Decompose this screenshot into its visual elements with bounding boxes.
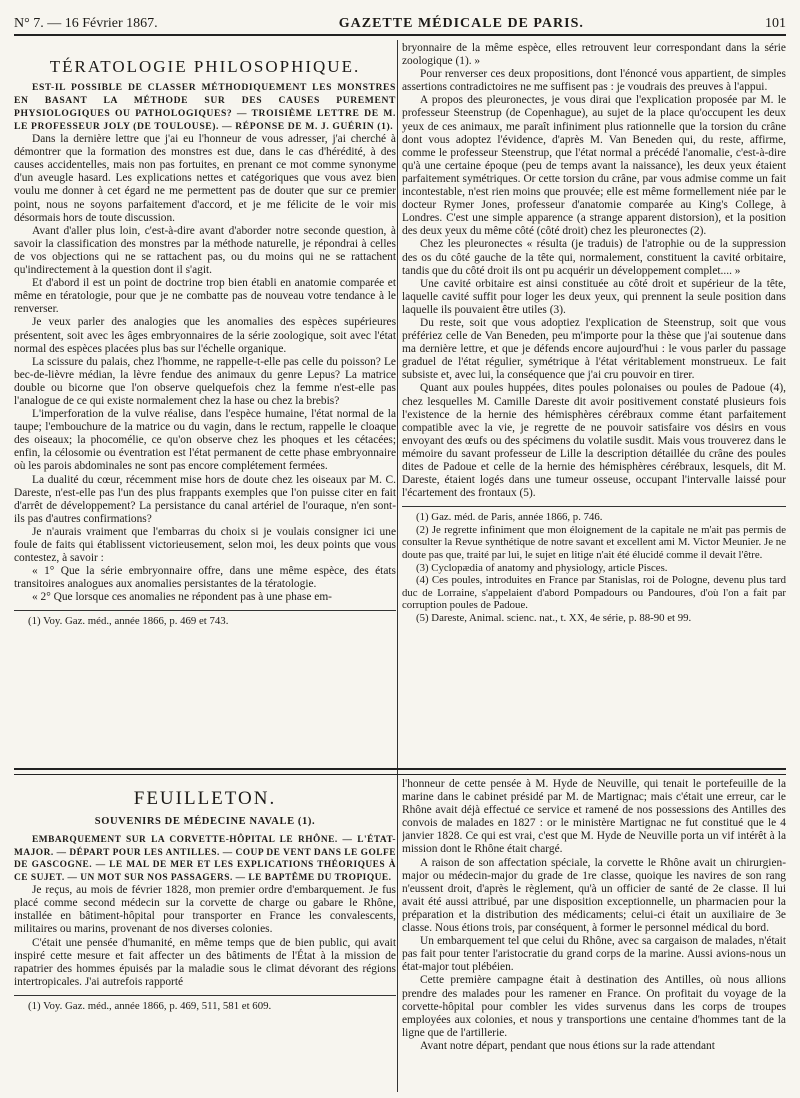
article-paragraph: Chez les pleuronectes « résulta (je traduis) de l'atrophie ou de la suppression des os du côté gauche de la tête qui, normalement, constituent la cavité orbitaire, tandis que du côté droit ils ont pu acquérir un développement complet.... » bbox=[402, 238, 786, 277]
footnotes bbox=[14, 1000, 396, 1013]
article-paragraph: Quant aux poules huppées, dites poules polonaises ou poules de Padoue (4), chez lesquelles M. Camille Dareste dit avoir positivement constaté plusieurs fois l'existence de la hernie des hémisphères cérébraux comme étant parfaitement compatible avec la vie, je regrette de ne pouvoir satisfaire vos désirs en vous envoyant des œufs ou des spécimens du volatile susdit. Mais vous trouverez dans le mémoire du savant professeur de Lille la description détaillée du crâne des poules dites de Padoue et celle de la hernie des hémisphères cérébraux, lesquels, dit M. Dareste, étaient logés dans une tumeur osseuse, occupant l'intervalle laissé pour l'écartement des frontaux (5). bbox=[402, 382, 786, 500]
footnote: (5) Dareste, Animal. scienc. nat., t. XX, 4e série, p. 88-90 et 99. bbox=[416, 612, 692, 625]
feuilleton-left-column bbox=[14, 778, 396, 1092]
footnotes bbox=[402, 511, 786, 624]
feuilleton-paragraph: l'honneur de cette pensée à M. Hyde de Neuville, qui tenait le portefeuille de la marine dans le cabinet présidé par M. de Martignac; mais c'était une erreur, car le Rhône avait déjà effectué ce service et ramené de nos possessions des Antilles des convois de malades en 1827 : or le ministère Martignac ne fut constitué que le 4 janvier 1828. Ce qui est vrai, c'est que M. Hyde de Neuville porta un vif intérêt à la mission dont le Rhône était chargé. bbox=[402, 778, 786, 856]
feuilleton-subtitle: SOUVENIRS DE MÉDECINE NAVALE (1). bbox=[94, 816, 316, 828]
article-paragraph: A propos des pleuronectes, je vous dirai que l'explication proposée par M. le professeur Steenstrup (de Copenhague), au sujet de la place qu'occupent les deux yeux de ces animaux, me paraît infiniment plus rationnelle que la torsion du crâne dont vous adoptez l'évidence, d'après M. Van Beneden qui, du reste, affirme, comme le professeur Steenstrup, que l'état normal a précédé l'anomalie, c'est-à-dire qu'à une certaine époque (peu de temps avant la naissance), les deux yeux étaient parfaitement symétriques. Or cette torsion du crâne, par vous admise comme un fait incontestable, n'est rien moins que prouvée; elle est même formellement niée par le docteur Rymer Jones, professeur d'anatomie comparée au King's College, à Londres. C'est une simple apparence (a strange apparent distorsion), et la position des deux yeux du même côté (côté droit) chez les pleuronectes (2). bbox=[402, 94, 786, 238]
article-left-column bbox=[14, 42, 396, 737]
article-paragraph: « 1° Que la série embryonnaire offre, dans une même espèce, des états transitoires analogues aux anomalies persistantes de la tératologie. bbox=[14, 565, 396, 591]
feuilleton-paragraph: Un embarquement tel que celui du Rhône, avec sa cargaison de malades, n'était pas fait pour tenter l'aristocratie du grand corps de la marine. Aussi avions-nous un état-major tout plébéien. bbox=[402, 935, 786, 974]
article-paragraph: Avant d'aller plus loin, c'est-à-dire avant d'aborder notre seconde question, à savoir la classification des monstres par la méthode naturelle, je répondrai à celles de vos objections qui ne se rattachent pas, ou du moins qui ne se rattachent qu'indirectement à la question dont il s'agit. bbox=[14, 224, 396, 277]
article-paragraph: Pour renverser ces deux propositions, dont l'énoncé vous appartient, de simples assertions contradictoires ne me suffisent pas : je voudrais des preuves à l'appui. bbox=[402, 68, 786, 94]
footnote-rule bbox=[14, 610, 396, 611]
article-paragraph: Et d'abord il est un point de doctrine trop bien établi en anatomie comparée et même en tératologie, pour que je ne combatte pas de nouveau votre tendance à le renverser. bbox=[14, 277, 396, 316]
article-right-column bbox=[402, 42, 786, 764]
feuilleton-right-column bbox=[402, 778, 786, 1092]
feuilleton-paragraph: Cette première campagne était à destination des Antilles, où nous allions prendre des malades pour les ramener en France. On profitait du voyage de la corvette-hôpital pour combler les vides survenus dans les corps de troupes employées aux colonies, et nous y transportions une centaine d'hommes tant de la ligne que de l'artillerie. bbox=[402, 974, 786, 1039]
feuilleton-paragraph: A raison de son affectation spéciale, la corvette le Rhône avait un chirurgien-major ou médecin-major du grade de 1re classe, quoique les navires de son rang n'eussent droit, d'après le règlement, qu'à un officier de santé de 2e classe. Il lui avait été aussi attribué, par une disposition exceptionnelle, un pharmacien pour la préparation et la distribution des médicaments; celui-ci était un auxiliaire de 3e classe. Nous étions trois, par conséquent, à former le personnel médical du bord. bbox=[402, 856, 786, 935]
article-paragraph: « 2° Que lorsque ces anomalies ne répondent pas à une phase em- bbox=[32, 591, 332, 604]
article-paragraph: Du reste, soit que vous adoptiez l'explication de Steenstrup, soit que vous préfériez celle de Van Beneden, peu m'importe pour la thèse que j'ai soutenue dans ma dernière lettre, et que je défends encore aujourd'hui : le vous parler du passage graduel de l'état régulier, symétrique à l'état véritablement monstrueux. Le fait subsiste et, avec lui, la conséquence que j'ai cru pouvoir en tirer. bbox=[402, 316, 786, 382]
feuilleton-paragraph: Je reçus, au mois de février 1828, mon premier ordre d'embarquement. Je fus placé comme second médecin sur la corvette de charge ou gabare le Rhône, installée en bâtiment-hôpital pour transporter en France les convalescents, militaires ou marins, provenant de nos diverses colonies. bbox=[14, 884, 396, 936]
footnotes bbox=[14, 615, 396, 628]
issue-date: N° 7. — 16 Février 1867. bbox=[14, 16, 158, 31]
article-paragraph: Je veux parler des analogies que les anomalies des espèces supérieures présentent, soit avec les âges embryonnaires de la série zoologique, soit avec l'état normal des espèces placées plus bas sur l'échelle organique. bbox=[14, 316, 396, 355]
article-paragraph: Une cavité orbitaire est ainsi constituée au côté droit et supérieur de la tête, laquelle cavité suffit pour loger les deux yeux, qui prennent la seule position dans laquelle ils pouvaient être utiles (3). bbox=[402, 277, 786, 316]
page-header bbox=[14, 6, 786, 36]
article-paragraph: L'imperforation de la vulve réalise, dans l'espèce humaine, l'état normal de la taupe; l'embouchure de la matrice ou du vagin, dans le rectum, rappelle le cloaque des oiseaux; la phocomélie, ce qu'on observe chez les phoques et les cétacées; enfin, la célosomie ou éventration est l'état permanent de cette phase embryonnaire où les parois abdominales ne sont pas encore complétement fermées. bbox=[14, 408, 396, 473]
footnote: (1) Voy. Gaz. méd., année 1866, p. 469 et 743. bbox=[28, 615, 229, 628]
article-paragraph: La dualité du cœur, récemment mise hors de doute chez les oiseaux par M. C. Dareste, n'est-elle pas l'un des plus frappants exemples que l'on puisse citer en fait d'arrêt de développement? La persistance du canal artériel de l'ouraque, n'en sont-ils pas d'autres confirmations? bbox=[14, 473, 396, 525]
article-paragraph: La scissure du palais, chez l'homme, ne rappelle-t-elle pas celle du poisson? Le bec-de-lièvre médian, la lèvre fendue des animaux du genre Lepus? La matrice double ou bicorne que l'on observe quelquefois chez la femme n'est-elle pas l'analogue de ce qui existe normalement chez la hase ou chez la brebis? bbox=[14, 355, 396, 407]
footnote: (3) Cyclopædia of anatomy and physiology, article Pisces. bbox=[416, 561, 668, 574]
footnote: (2) Je regrette infiniment que mon éloignement de la capitale ne m'ait pas permis de consulter la Revue synthétique de notre savant et excellent ami M. Victor Meunier. Je ne doute pas que, traité par lui, le sujet en litige n'ait été élucidé comme il devait l'être. bbox=[402, 523, 786, 562]
feuilleton-lead: EMBARQUEMENT SUR LA CORVETTE-HÔPITAL LE RHÔNE. — L'ÉTAT-MAJOR. — DÉPART POUR LES ANTILLES. — COUP DE VENT DANS LE GOLFE DE GASCOGNE. — LE MAL DE MER ET LES EXPLICATIONS THÉORIQUES À CE SUJET. — UN MOT SUR NOS PASSAGERS. — LE BAPTÊME DU TROPIQUE. bbox=[14, 835, 396, 883]
feuilleton-title: FEUILLETON. bbox=[133, 788, 277, 809]
footnote-rule bbox=[14, 995, 396, 996]
page-number: 101 bbox=[764, 16, 786, 31]
feuilleton-paragraph: Avant notre départ, pendant que nous étions sur la rade attendant bbox=[420, 1039, 715, 1052]
article-paragraph: Dans la dernière lettre que j'ai eu l'honneur de vous adresser, j'ai cherché à démontrer que la formation des monstres est due, dans le cas d'hérédité, à des causes accidentelles, mais non pas fortuites, en prenant ce mot comme synonyme d'un aveugle hasard. Les explications nettes et catégoriques que vous avez bien voulu me donner à cet égard ne me permettent pas de douter que sur ce premier point, nous ne soyons parfaitement d'accord, et je me félicite de le voir mis désormais hors de toute discussion. bbox=[14, 133, 396, 224]
article-paragraph: bryonnaire de la même espèce, elles retrouvent leur correspondant dans la série zoologique (1). » bbox=[402, 42, 786, 68]
footnote: (1) Voy. Gaz. méd., année 1866, p. 469, 511, 581 et 609. bbox=[28, 999, 272, 1012]
footnote-rule bbox=[402, 506, 786, 507]
article-title: TÉRATOLOGIE PHILOSOPHIQUE. bbox=[49, 57, 361, 76]
feuilleton-paragraph: C'était une pensée d'humanité, en même temps que de bien public, qui avait inspiré cette mesure et fait affecter un des bâtiments de l'État à la mission de rapatrier des hommes épuisés par la maladie sous le climat dévorant des régions intertropicales. J'ai autrefois rapporté bbox=[14, 936, 396, 988]
article-lead: EST-IL POSSIBLE DE CLASSER MÉTHODIQUEMENT LES MONSTRES EN BASANT LA MÉTHODE SUR DES CAUSES PUREMENT PHYSIOLOGIQUES OU PATHOLOGIQUES? — TROISIÈME LETTRE DE M. LE PROFESSEUR JOLY (DE TOULOUSE). — RÉPONSE DE M. J. GUÉRIN (1). bbox=[14, 82, 396, 133]
column-divider bbox=[397, 40, 398, 1092]
footnote: (4) Ces poules, introduites en France par Stanislas, roi de Pologne, devenu plus tard duc de Lorraine, s'appelaient d'abord Pompadours ou Pandoures, d'où l'on a fait par corruption poules de Padoue. bbox=[402, 574, 786, 612]
footnote: (1) Gaz. méd. de Paris, année 1866, p. 746. bbox=[416, 511, 603, 524]
section-separator bbox=[14, 768, 786, 775]
newspaper-title: GAZETTE MÉDICALE DE PARIS. bbox=[338, 16, 584, 31]
article-paragraph: Je n'aurais vraiment que l'embarras du choix si je voulais consigner ici une foule de faits qui établissent victorieusement, selon moi, les deux points que vous contestez, à savoir : bbox=[14, 525, 396, 565]
